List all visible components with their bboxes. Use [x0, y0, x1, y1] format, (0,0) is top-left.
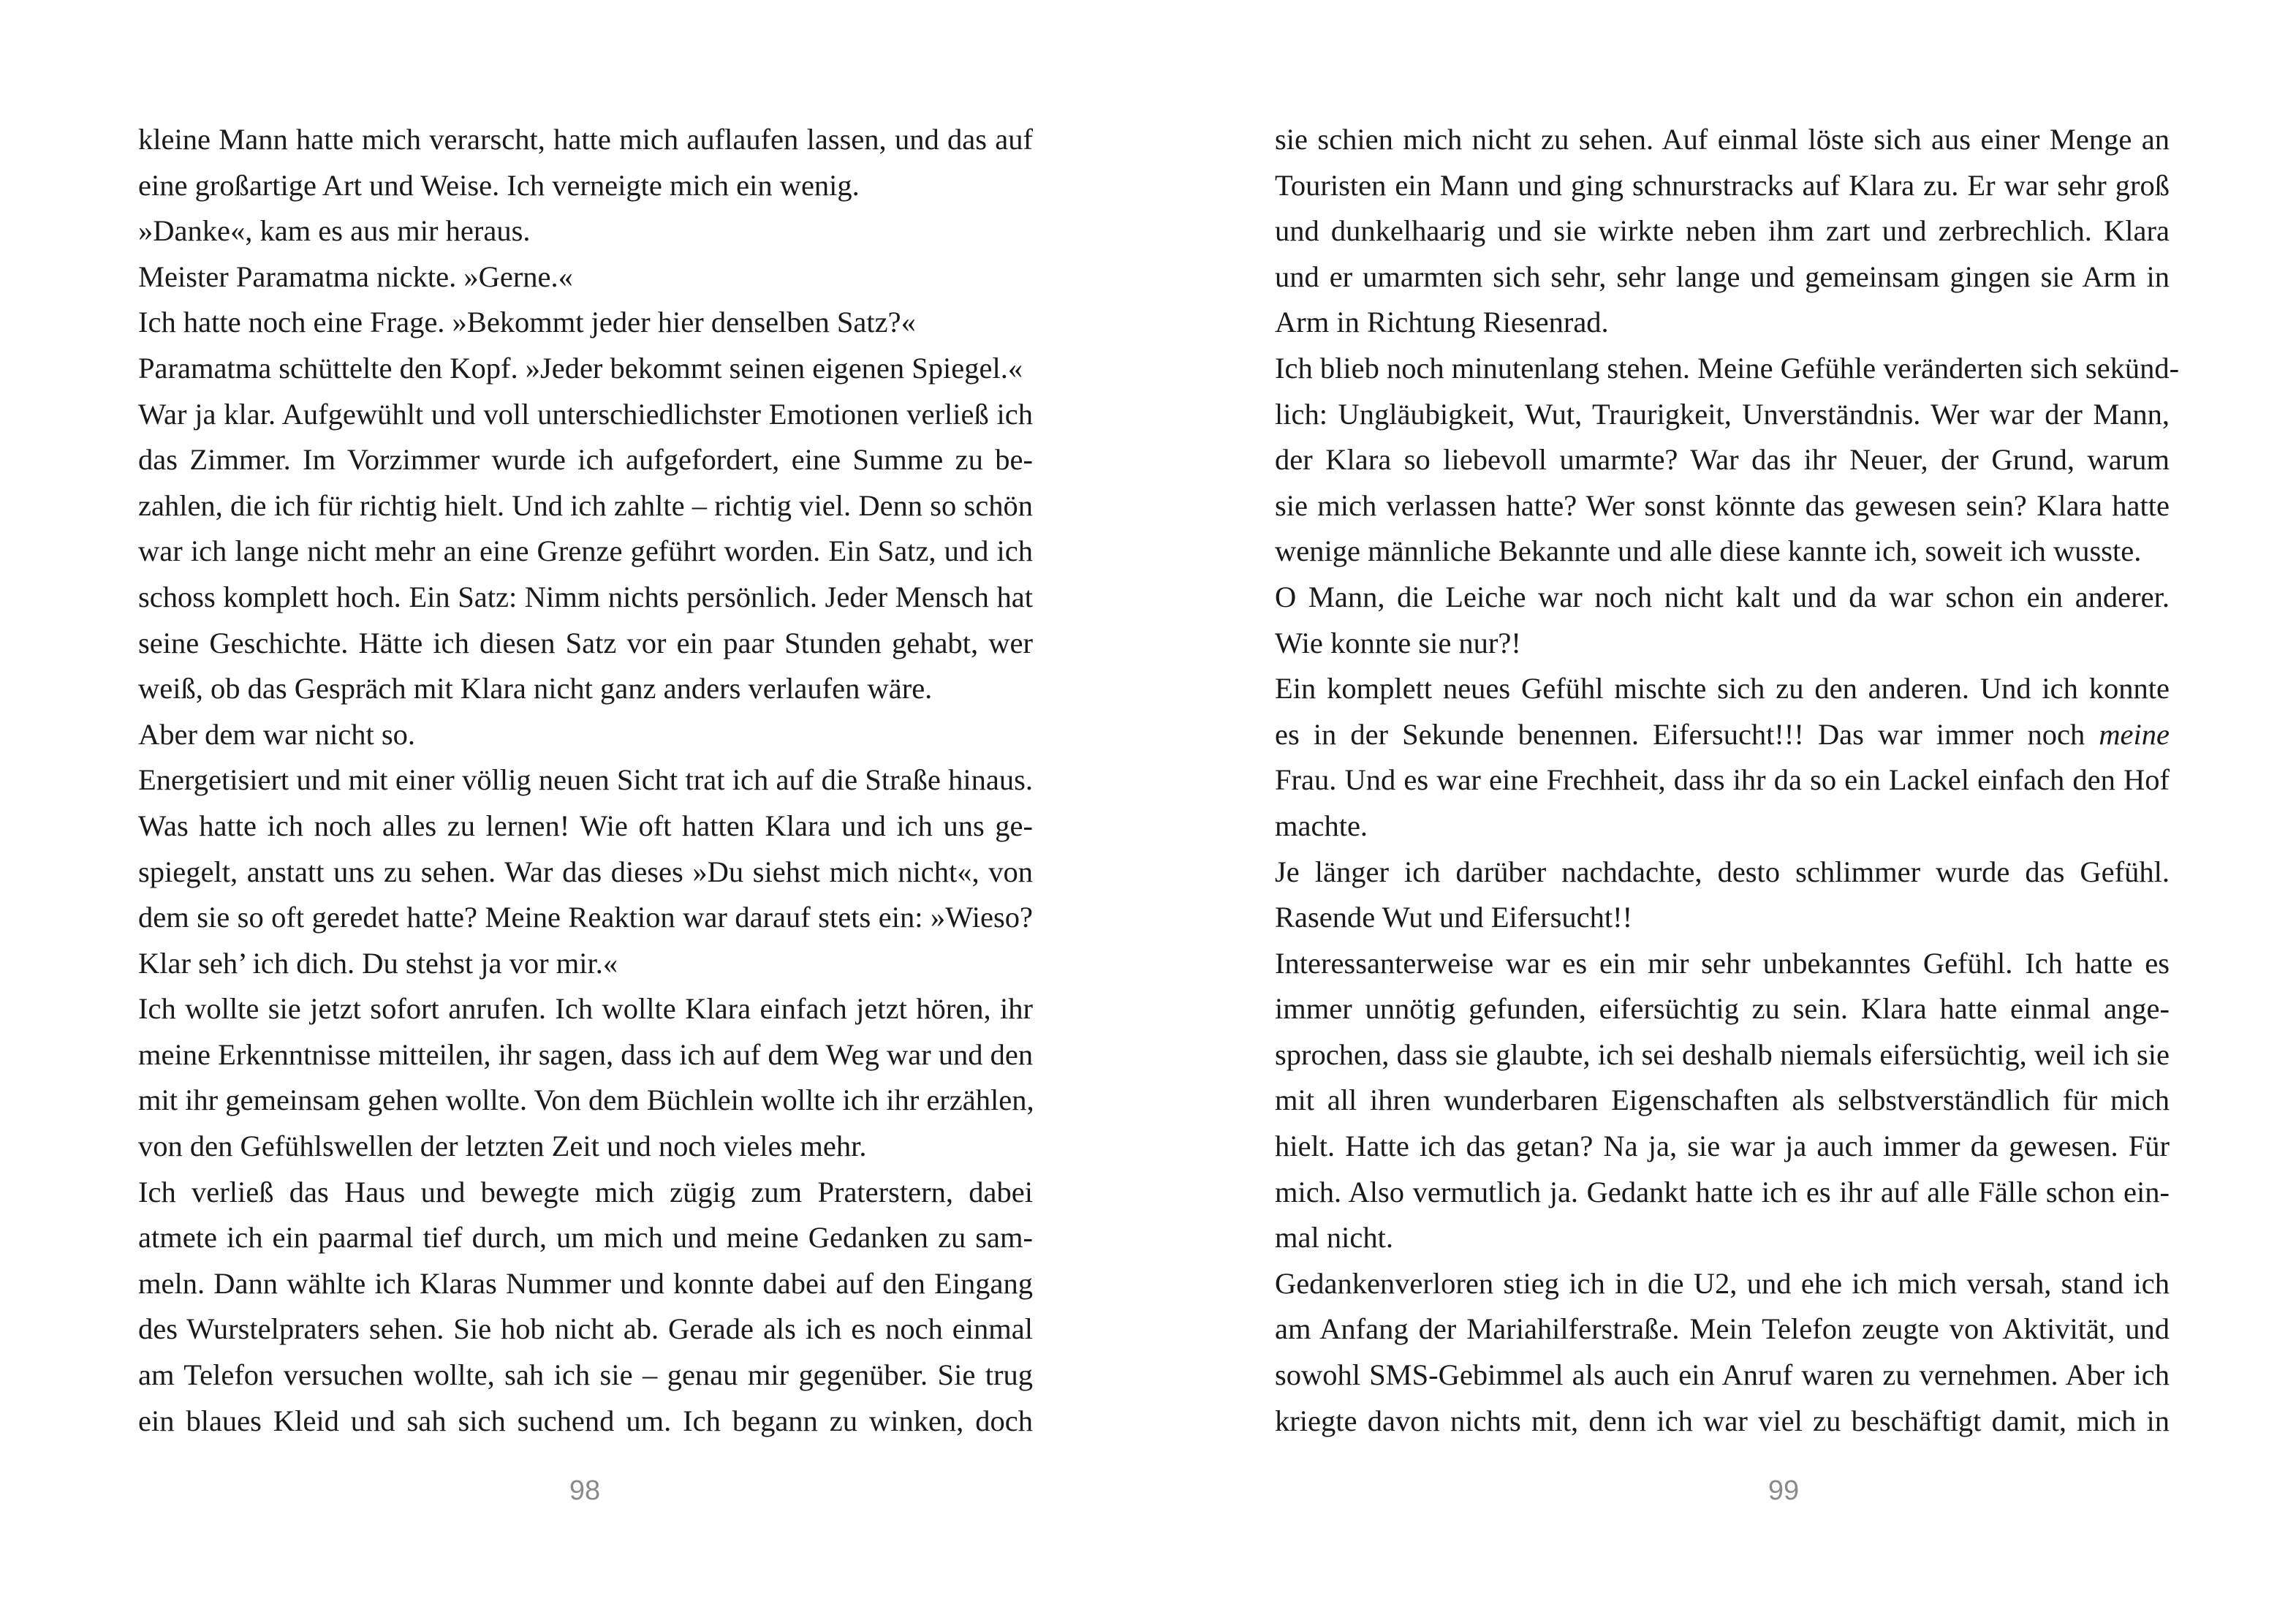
line-text: und er umarmten sich sehr, sehr lange und gemeinsam gingen sie Arm in — [1275, 260, 2170, 293]
text-line — [138, 1124, 1033, 1170]
line-text: Touristen ein Mann und ging schnurstracks auf Klara zu. Er war sehr groß — [1275, 168, 2170, 202]
line-text: schoss komplett hoch. Ein Satz: Nimm nichts persönlich. Jeder Mensch hat — [138, 580, 1033, 613]
line-text: das Zimmer. Im Vorzimmer wurde ich aufgefordert, eine Summe zu be- — [138, 443, 1033, 477]
left-page-number: 98 — [569, 1475, 601, 1506]
line-text: sie schien mich nicht zu sehen. Auf einmal löste sich aus einer Menge an — [1275, 123, 2170, 156]
line-text: mal nicht. — [1275, 1221, 1393, 1255]
line-text: Meister Paramatma nickte. »Gerne.« — [138, 260, 573, 293]
text-line — [1275, 346, 2180, 392]
text-line — [138, 621, 1033, 667]
line-text: kleine Mann hatte mich verarscht, hatte mich auflaufen lassen, und das auf — [138, 123, 1033, 156]
text-line — [138, 163, 1033, 209]
line-text: wenige männliche Bekannte und alle diese kannte ich, soweit ich wusste. — [1275, 534, 2142, 568]
text-line — [138, 712, 1033, 758]
line-text: Ich blieb noch minutenlang stehen. Meine Gefühle veränderten sich sekünd- — [1275, 351, 2180, 385]
text-line — [138, 529, 1033, 575]
line-text: Je länger ich darüber nachdachte, desto schlimmer wurde das Gefühl. — [1275, 855, 2170, 888]
line-text: Was hatte ich noch alles zu lernen! Wie oft hatten Klara und ich uns ge- — [138, 809, 1033, 842]
emphasis-word: meine — [2099, 717, 2170, 751]
text-line — [138, 483, 1033, 529]
text-line — [1275, 621, 2170, 667]
line-text: kriegte davon nichts mit, denn ich war viel zu beschäftigt damit, mich in — [1275, 1404, 2170, 1437]
text-line — [138, 1032, 1033, 1078]
line-text: Energetisiert und mit einer völlig neuen Sicht trat ich auf die Straße hinaus. — [138, 763, 1033, 797]
text-line — [138, 117, 1033, 163]
text-line — [138, 1078, 1033, 1124]
text-line — [138, 1170, 1033, 1216]
text-line — [1275, 437, 2170, 483]
line-text: Ein komplett neues Gefühl mischte sich zu den anderen. Und ich konnte — [1275, 672, 2170, 705]
text-line — [138, 437, 1033, 483]
text-line — [1275, 1078, 2170, 1124]
line-text: Ich wollte sie jetzt sofort anrufen. Ich wollte Klara einfach jetzt hören, ihr — [138, 992, 1033, 1026]
line-text: Aber dem war nicht so. — [138, 717, 416, 751]
line-text: O Mann, die Leiche war noch nicht kalt und da war schon ein anderer. — [1275, 580, 2170, 613]
line-text: machte. — [1275, 809, 1368, 842]
line-text: sprochen, dass sie glaubte, ich sei deshalb niemals eifersüchtig, weil ich sie — [1275, 1037, 2170, 1071]
line-text: der Klara so liebevoll umarmte? War das ihr Neuer, der Grund, warum — [1275, 443, 2170, 477]
line-text: am Telefon versuchen wollte, sah ich sie – genau mir gegenüber. Sie trug — [138, 1358, 1033, 1392]
line-text: »Danke«, kam es aus mir heraus. — [138, 214, 531, 248]
text-line — [1275, 1215, 2170, 1261]
text-line — [1275, 986, 2170, 1032]
line-text: mit all ihren wunderbaren Eigenschaften als selbstverständlich für mich — [1275, 1083, 2170, 1117]
text-line — [1275, 895, 2170, 941]
text-line — [138, 1352, 1033, 1399]
line-text: Ich hatte noch eine Frage. »Bekommt jeder hier denselben Satz?« — [138, 306, 916, 339]
line-text: Paramatma schüttelte den Kopf. »Jeder bekommt seinen eigenen Spiegel.« — [138, 351, 1023, 385]
line-text: sie mich verlassen hatte? Wer sonst könnte das gewesen sein? Klara hatte — [1275, 488, 2170, 522]
line-text: War ja klar. Aufgewühlt und voll unterschiedlichster Emotionen verließ ich — [138, 397, 1033, 431]
line-text: von den Gefühlswellen der letzten Zeit und noch vieles mehr. — [138, 1130, 867, 1163]
text-line — [1275, 300, 2170, 346]
line-text: dem sie so oft geredet hatte? Meine Reaktion war darauf stets ein: »Wieso? — [138, 901, 1033, 934]
line-text: weiß, ob das Gespräch mit Klara nicht ganz anders verlaufen wäre. — [138, 672, 933, 705]
text-line — [138, 300, 1033, 346]
text-line — [138, 254, 1033, 300]
line-text: Arm in Richtung Riesenrad. — [1275, 306, 1609, 339]
line-text: immer unnötig gefunden, eifersüchtig zu sein. Klara hatte einmal ange- — [1275, 992, 2170, 1026]
text-line — [1275, 666, 2170, 712]
line-text: Gedankenverloren stieg ich in die U2, und ehe ich mich versah, stand ich — [1275, 1266, 2170, 1300]
text-line — [138, 666, 1033, 712]
line-text: Interessanterweise war es ein mir sehr unbekanntes Gefühl. Ich hatte es — [1275, 946, 2170, 980]
text-line — [138, 986, 1033, 1032]
line-text: Klar seh’ ich dich. Du stehst ja vor mir.« — [138, 946, 618, 980]
left-page-text — [138, 117, 1033, 1444]
text-line — [138, 392, 1033, 438]
line-text: meine Erkenntnisse mitteilen, ihr sagen, dass ich auf dem Weg war und den — [138, 1037, 1034, 1071]
text-line — [1275, 483, 2170, 529]
text-line — [138, 941, 1033, 987]
text-line — [1275, 392, 2170, 438]
text-line — [1275, 163, 2170, 209]
text-line — [1275, 117, 2170, 163]
text-line — [138, 757, 1033, 803]
line-text: mich. Also vermutlich ja. Gedankt hatte ich es ihr auf alle Fälle schon ein- — [1275, 1175, 2170, 1208]
line-text: ein blaues Kleid und sah sich suchend um. Ich begann zu winken, doch — [138, 1404, 1033, 1437]
line-text: atmete ich ein paarmal tief durch, um mich und meine Gedanken zu sam- — [138, 1221, 1033, 1255]
line-text: eine großartige Art und Weise. Ich verneigte mich ein wenig. — [138, 168, 860, 202]
text-line — [138, 575, 1033, 621]
text-line — [138, 1306, 1033, 1352]
text-line — [138, 895, 1033, 941]
line-text: meln. Dann wählte ich Klaras Nummer und konnte dabei auf den Eingang — [138, 1266, 1033, 1300]
right-page-number: 99 — [1768, 1475, 1800, 1506]
text-line — [1275, 803, 2170, 850]
text-line — [1275, 575, 2170, 621]
text-line — [1275, 757, 2170, 803]
text-line — [1275, 254, 2170, 300]
text-line — [1275, 1399, 2170, 1445]
line-text: lich: Ungläubigkeit, Wut, Traurigkeit, Unverständnis. Wer war der Mann, — [1275, 397, 2170, 431]
line-text: spiegelt, anstatt uns zu sehen. War das dieses »Du siehst mich nicht«, von — [138, 855, 1033, 888]
line-text: zahlen, die ich für richtig hielt. Und ich zahlte – richtig viel. Denn so schön — [138, 488, 1033, 522]
text-line — [138, 803, 1033, 850]
line-text: und dunkelhaarig und sie wirkte neben ihm zart und zerbrechlich. Klara — [1275, 214, 2170, 248]
line-text: seine Geschichte. Hätte ich diesen Satz vor ein paar Stunden gehabt, wer — [138, 626, 1033, 659]
line-text: am Anfang der Mariahilferstraße. Mein Telefon zeugte von Aktivität, und — [1275, 1312, 2170, 1346]
right-page — [1148, 0, 2295, 1623]
text-line — [138, 850, 1033, 896]
text-line — [1275, 850, 2170, 896]
text-line — [1275, 1352, 2170, 1399]
text-line — [1275, 529, 2170, 575]
text-line — [138, 1261, 1033, 1307]
text-line — [1275, 1170, 2170, 1216]
line-text: hielt. Hatte ich das getan? Na ja, sie war ja auch immer da gewesen. Für — [1275, 1130, 2170, 1163]
text-line — [1275, 1261, 2170, 1307]
text-line — [1275, 1032, 2170, 1078]
right-page-text — [1275, 117, 2180, 1444]
line-text: des Wurstelpraters sehen. Sie hob nicht ab. Gerade als ich es noch einmal — [138, 1312, 1033, 1346]
text-line — [138, 1215, 1033, 1261]
text-line — [138, 208, 1033, 254]
line-text: es in der Sekunde benennen. Eifersucht!!! Das war immer noch — [1275, 717, 2085, 751]
text-line — [1275, 712, 2170, 758]
line-text: Ich verließ das Haus und bewegte mich zügig zum Praterstern, dabei — [138, 1175, 1033, 1208]
text-line — [1275, 208, 2170, 254]
line-text: sowohl SMS-Gebimmel als auch ein Anruf waren zu vernehmen. Aber ich — [1275, 1358, 2170, 1392]
text-line — [138, 1399, 1033, 1445]
text-line — [1275, 1124, 2170, 1170]
text-line — [1275, 1306, 2170, 1352]
line-text: Wie konnte sie nur?! — [1275, 626, 1521, 659]
line-text: war ich lange nicht mehr an eine Grenze geführt worden. Ein Satz, und ich — [138, 534, 1033, 568]
text-line — [1275, 941, 2170, 987]
text-line — [138, 346, 1033, 392]
line-text: Frau. Und es war eine Frechheit, dass ihr da so ein Lackel einfach den Hof — [1275, 763, 2170, 797]
line-text: mit ihr gemeinsam gehen wollte. Von dem Büchlein wollte ich ihr erzählen, — [138, 1083, 1034, 1117]
line-text: Rasende Wut und Eifersucht!! — [1275, 901, 1633, 934]
